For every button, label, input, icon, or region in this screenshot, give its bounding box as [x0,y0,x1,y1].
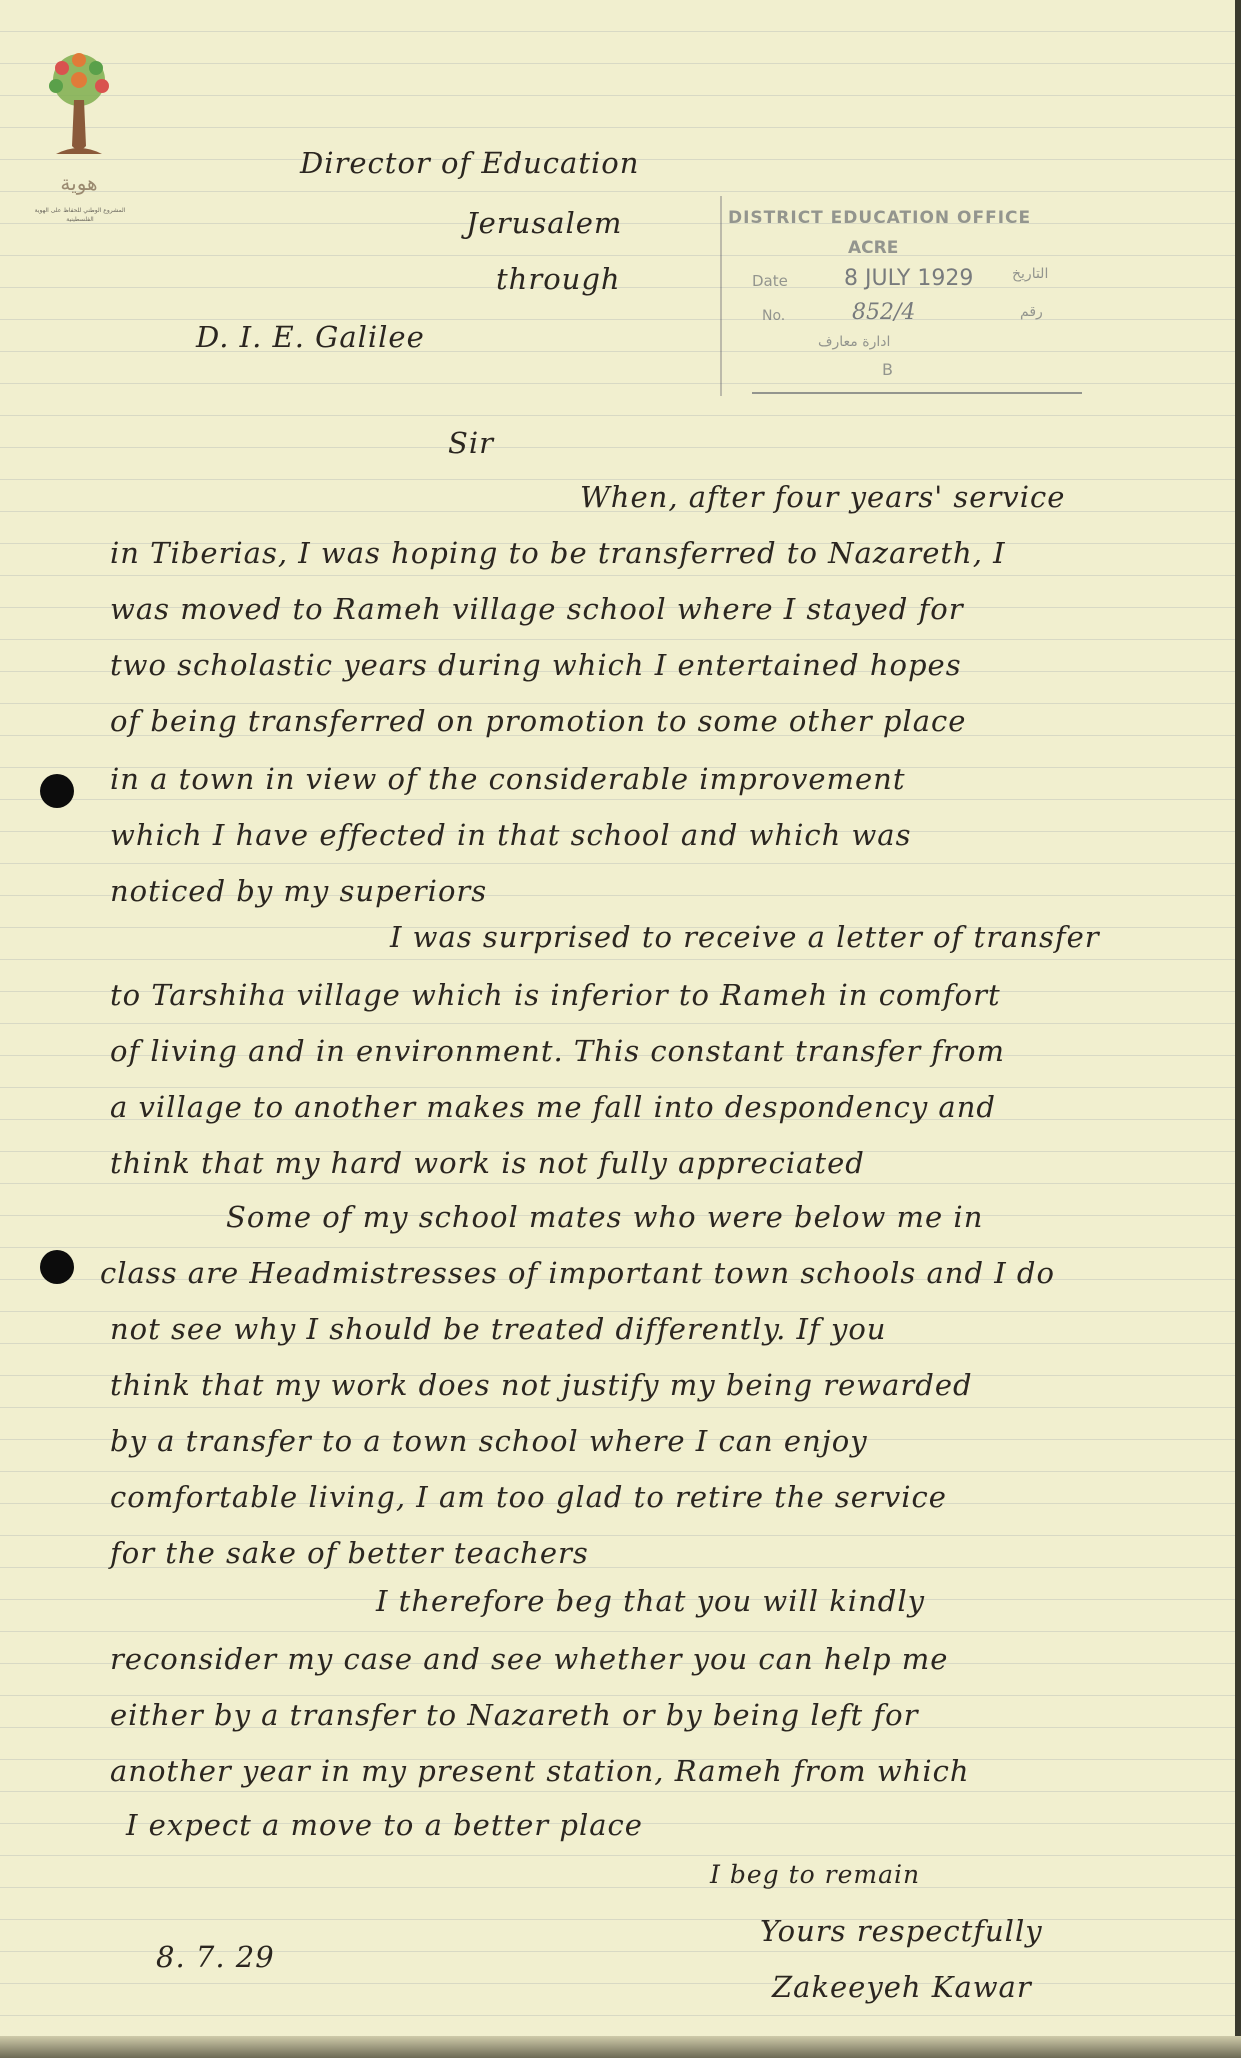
body-line-7: which I have effected in that school and which was [110,818,912,852]
body-line-17: think that my work does not justify my being rewarded [110,1368,973,1402]
body-line-15: class are Headmistresses of important town schools and I do [100,1256,1055,1290]
watermark-logo [36,50,122,200]
body-line-14: Some of my school mates who were below me in [226,1200,984,1234]
stamp-number-value: 852/4 [852,300,916,325]
body-line-5: of being transferred on promotion to some other place [110,704,967,738]
letter-date: 8. 7. 29 [156,1940,275,1974]
body-line-10: to Tarshiha village which is inferior to Rameh in comfort [110,978,1001,1012]
stamp-number-label: No. [762,308,786,324]
body-line-6: in a town in view of the considerable improvement [110,762,906,796]
stamp-arabic-line: ادارة معارف [818,334,891,350]
body-line-13: think that my hard work is not fully appreciated [110,1146,865,1180]
punch-hole-bottom [40,1250,74,1284]
body-line-24: another year in my present station, Rameh from which [110,1754,970,1788]
body-line-25: I expect a move to a better place [126,1808,643,1842]
stamp-office: DISTRICT EDUCATION OFFICE [728,208,1032,228]
stamp-underline [752,392,1082,394]
body-line-11: of living and in environment. This constant transfer from [110,1034,1005,1068]
body-line-22: reconsider my case and see whether you can help me [110,1642,949,1676]
body-line-19: comfortable living, I am too glad to retire the service [110,1480,947,1514]
closing-respectfully: Yours respectfully [760,1914,1043,1948]
stamp-arabic-date-label: التاريخ [1012,266,1049,282]
stamp-arabic-number-label: رقم [1020,304,1043,320]
body-line-1: When, after four years' service [580,480,1066,514]
recipient-via: D. I. E. Galilee [196,320,425,354]
svg-text:هوية: هوية [60,171,98,195]
recipient-title: Director of Education [300,146,640,180]
scan-edge-right [1235,0,1241,2058]
stamp-date-value: 8 JULY 1929 [844,266,974,291]
punch-hole-top [40,774,74,808]
body-line-16: not see why I should be treated differently. If you [110,1312,887,1346]
stamp-initials: B [882,360,893,379]
body-line-2: in Tiberias, I was hoping to be transferred to Nazareth, I [110,536,1006,570]
recipient-through: through [496,262,621,296]
body-line-9: I was surprised to receive a letter of transfer [390,920,1100,954]
recipient-city: Jerusalem [466,206,623,240]
body-line-21: I therefore beg that you will kindly [376,1584,925,1618]
district-education-office-stamp [720,196,1062,396]
body-line-20: for the sake of better teachers [110,1536,589,1570]
stamp-date-label: Date [752,272,788,290]
salutation: Sir [448,426,495,460]
body-line-18: by a transfer to a town school where I can enjoy [110,1424,868,1458]
stamp-city: ACRE [848,238,899,258]
scan-edge-bottom [0,2036,1241,2058]
body-line-4: two scholastic years during which I entertained hopes [110,648,962,682]
closing-remain: I beg to remain [710,1860,921,1889]
signature: Zakeeyeh Kawar [772,1970,1032,2004]
watermark-caption: المشروع الوطني للحفاظ على الهوية الفلسطينية [34,207,126,223]
body-line-23: either by a transfer to Nazareth or by being left for [110,1698,919,1732]
body-line-12: a village to another makes me fall into despondency and [110,1090,996,1124]
body-line-3: was moved to Rameh village school where I stayed for [110,592,964,626]
body-line-8: noticed by my superiors [110,874,488,908]
